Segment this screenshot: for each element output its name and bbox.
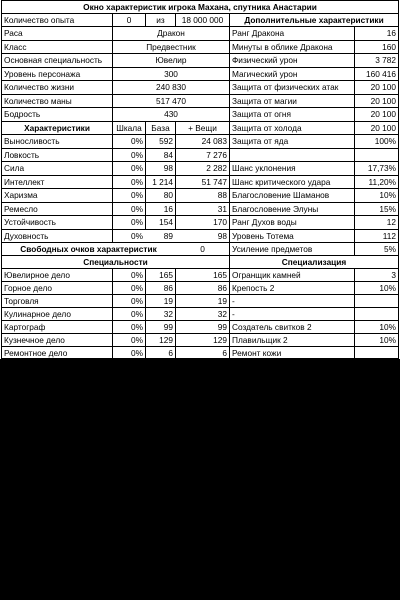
additional-value: 5% — [384, 244, 396, 254]
specialty-base: 99 — [163, 322, 173, 332]
stat-scale: 0% — [131, 136, 143, 146]
additional-label: Физический урон — [232, 55, 298, 65]
stat-base: 154 — [159, 217, 173, 227]
specialty-name: Картограф — [4, 322, 46, 332]
additional-label: Шанс уклонения — [232, 163, 296, 173]
stat-name: Духовность — [4, 231, 49, 241]
basic-label: Уровень персонажа — [4, 69, 81, 79]
stat-scale: 0% — [131, 217, 143, 227]
stat-scale: 0% — [131, 177, 143, 187]
exp-label: Количество опыта — [4, 15, 75, 25]
additional-label — [230, 149, 354, 162]
additional-label: Защита от яда — [232, 136, 289, 146]
specialization-name: - — [232, 296, 235, 306]
stats-header: Характеристики — [24, 123, 90, 133]
specialty-name: Кузнечное дело — [4, 335, 65, 345]
additional-value: 15% — [379, 204, 396, 214]
free-points-label: Свободных очков характеристик — [20, 244, 157, 254]
additional-value: 16 — [386, 28, 396, 38]
specialty-total: 86 — [217, 283, 227, 293]
additional-label: Благословение Элуны — [232, 204, 319, 214]
stat-name: Сила — [4, 163, 25, 173]
additional-value: 20 100 — [370, 96, 396, 106]
stat-base: 98 — [163, 163, 173, 173]
specialties-header: Специальности — [83, 257, 148, 267]
stat-base: 84 — [163, 150, 173, 160]
additional-label: Шанс критического удара — [232, 177, 331, 187]
specialization-name: Создатель свитков 2 — [232, 322, 312, 332]
specialization-value: 10% — [379, 322, 396, 332]
stat-total: 2 282 — [206, 163, 227, 173]
additional-value: 12 — [386, 217, 396, 227]
specialty-scale: 0% — [131, 335, 143, 345]
additional-label: Усиление предметов — [232, 244, 313, 254]
specialization-value: 10% — [379, 335, 396, 345]
specialization-value — [355, 347, 398, 360]
additional-label: Защита от физических атак — [232, 82, 339, 92]
basic-value: 517 470 — [156, 96, 186, 106]
basic-label: Количество маны — [4, 96, 72, 106]
additional-label: Уровень Тотема — [232, 231, 294, 241]
specialty-scale: 0% — [131, 270, 143, 280]
stat-name: Интеллект — [4, 177, 45, 187]
stat-name: Ловкость — [4, 150, 40, 160]
additional-label: Защита от холода — [232, 123, 302, 133]
specialty-name: Кулинарное дело — [4, 309, 71, 319]
additional-label: Ранг Дракона — [232, 28, 285, 38]
additional-value — [355, 149, 398, 162]
basic-value: 240 830 — [156, 82, 186, 92]
additional-header: Дополнительные характеристики — [244, 15, 384, 25]
additional-value: 160 416 — [366, 69, 396, 79]
additional-label: Ранг Духов воды — [232, 217, 297, 227]
specialization-value — [355, 295, 398, 308]
additional-label: Защита от магии — [232, 96, 297, 106]
additional-value: 20 100 — [370, 123, 396, 133]
stat-scale: 0% — [131, 231, 143, 241]
specialty-scale: 0% — [131, 348, 143, 358]
specialty-base: 86 — [163, 283, 173, 293]
stat-scale: 0% — [131, 190, 143, 200]
additional-value: 112 — [382, 231, 396, 241]
stat-name: Ремесло — [4, 204, 38, 214]
specialization-name: - — [232, 309, 235, 319]
additional-value: 11,20% — [368, 177, 396, 187]
specialty-total: 165 — [213, 270, 227, 280]
stat-total: 170 — [213, 217, 227, 227]
basic-value: 300 — [164, 69, 178, 79]
stat-total: 51 747 — [201, 177, 227, 187]
stat-base: 16 — [163, 204, 173, 214]
basic-label: Класс — [4, 42, 27, 52]
stat-base: 80 — [163, 190, 173, 200]
stat-base: 1 214 — [152, 177, 173, 187]
basic-label: Раса — [4, 28, 23, 38]
exp-of: из — [156, 15, 165, 25]
stat-total: 31 — [217, 204, 227, 214]
stat-total: 98 — [217, 231, 227, 241]
specialty-scale: 0% — [131, 322, 143, 332]
additional-value: 17,73% — [367, 163, 396, 173]
stat-total: 88 — [217, 190, 227, 200]
specialty-total: 129 — [213, 335, 227, 345]
specialization-name: Крепость 2 — [232, 283, 275, 293]
stat-base: 89 — [163, 231, 173, 241]
basic-value: Предвестник — [146, 42, 196, 52]
stat-scale: 0% — [131, 204, 143, 214]
basic-value: Ювелир — [155, 55, 187, 65]
specialization-value: 3 — [391, 270, 396, 280]
specialty-scale: 0% — [131, 309, 143, 319]
additional-label: Защита от огня — [232, 109, 291, 119]
stat-scale: 0% — [131, 163, 143, 173]
basic-label: Количество жизни — [4, 82, 75, 92]
stats-col-scale: Шкала — [116, 123, 142, 133]
window-title: Окно характеристик игрока Махана, спутника Анастарии — [83, 2, 317, 12]
specialization-header: Специализация — [281, 257, 347, 267]
additional-label: Минуты в облике Дракона — [232, 42, 333, 52]
basic-label: Бодрость — [4, 109, 41, 119]
stats-col-items: + Вещи — [188, 123, 217, 133]
additional-value: 20 100 — [370, 82, 396, 92]
stat-total: 24 083 — [201, 136, 227, 146]
basic-label: Основная специальность — [4, 55, 103, 65]
stat-name: Выносливость — [4, 136, 60, 146]
exp-max: 18 000 000 — [181, 15, 224, 25]
stat-scale: 0% — [131, 150, 143, 160]
specialization-name: Огранщик камней — [232, 270, 301, 280]
specialization-value — [355, 308, 398, 321]
specialty-total: 19 — [217, 296, 227, 306]
specialty-total: 99 — [217, 322, 227, 332]
free-points-value: 0 — [200, 244, 205, 254]
specialty-base: 129 — [159, 335, 173, 345]
stat-name: Устойчивость — [4, 217, 56, 227]
specialty-name: Горное дело — [4, 283, 53, 293]
specialty-total: 6 — [222, 348, 227, 358]
basic-value: Дракон — [157, 28, 185, 38]
specialty-name: Ювелирное дело — [4, 270, 70, 280]
specialty-base: 6 — [168, 348, 173, 358]
additional-value: 10% — [379, 190, 396, 200]
specialty-base: 19 — [163, 296, 173, 306]
specialization-name: Ремонт кожи — [232, 348, 282, 358]
additional-value: 3 782 — [375, 55, 396, 65]
exp-current: 0 — [126, 15, 132, 25]
stat-name: Харизма — [4, 190, 38, 200]
specialty-scale: 0% — [131, 296, 143, 306]
specialty-name: Торговля — [4, 296, 39, 306]
stat-total: 7 276 — [206, 150, 227, 160]
stat-base: 592 — [159, 136, 173, 146]
additional-value: 160 — [382, 42, 396, 52]
additional-value: 100% — [374, 136, 396, 146]
additional-value: 20 100 — [370, 109, 396, 119]
specialization-name: Плавильщик 2 — [232, 335, 288, 345]
specialty-scale: 0% — [131, 283, 143, 293]
specialization-value: 10% — [379, 283, 396, 293]
specialty-name: Ремонтное дело — [4, 348, 68, 358]
stats-col-base: База — [151, 123, 170, 133]
specialty-base: 165 — [159, 270, 173, 280]
specialty-base: 32 — [163, 309, 173, 319]
specialty-total: 32 — [217, 309, 227, 319]
additional-label: Магический урон — [232, 69, 298, 79]
additional-label: Благословение Шаманов — [232, 190, 330, 200]
basic-value: 430 — [164, 109, 178, 119]
